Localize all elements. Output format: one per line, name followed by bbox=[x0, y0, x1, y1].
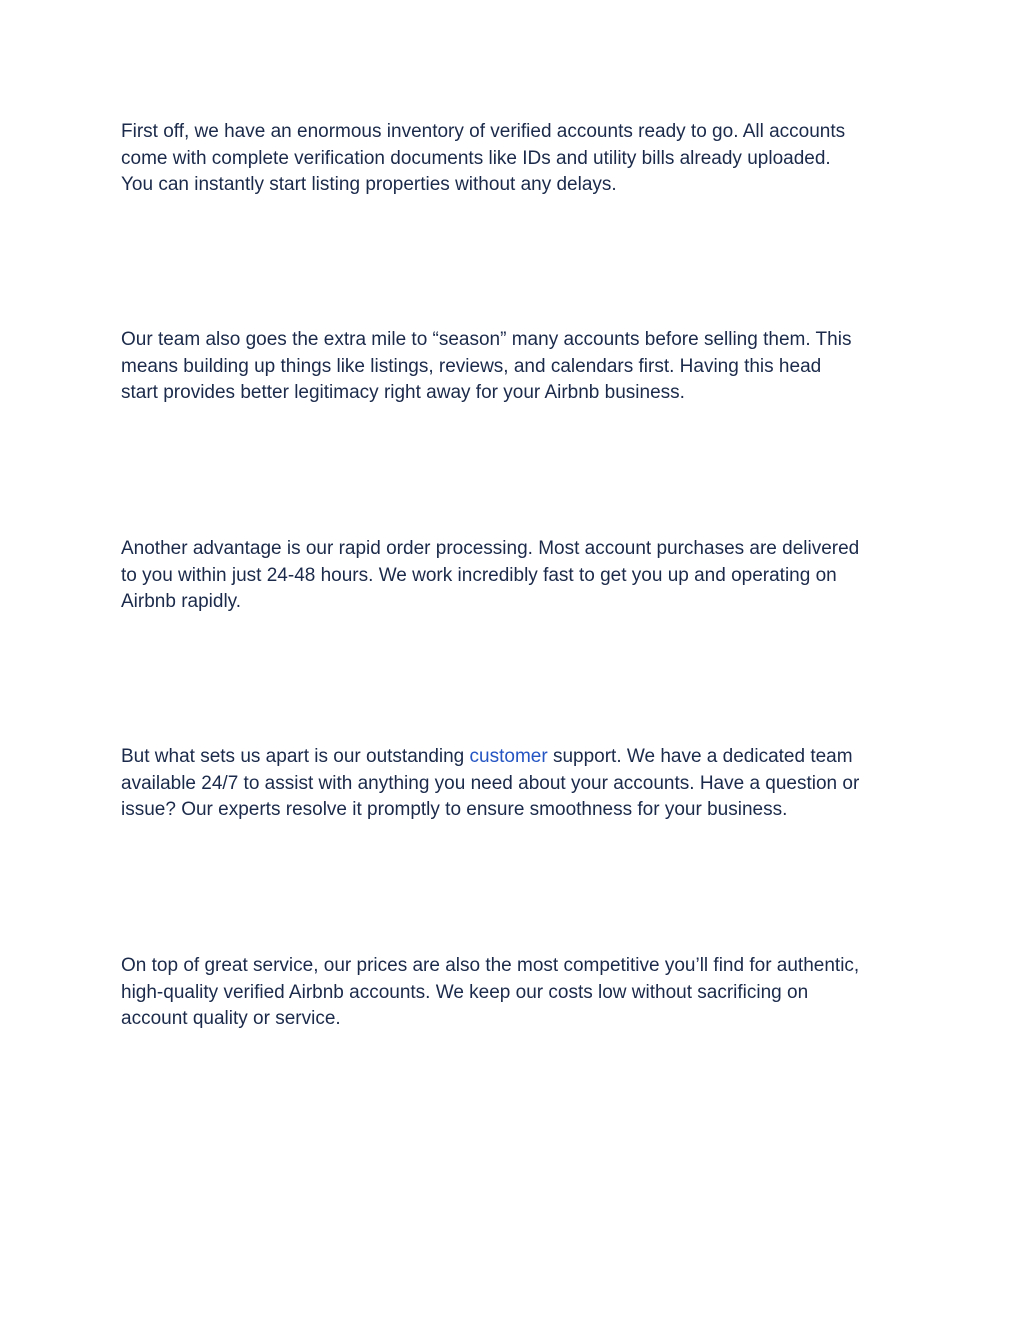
text-line: to you within just 24-48 hours. We work incredibly fast to get you up and operating on bbox=[121, 564, 837, 586]
text-line: come with complete verification documents like IDs and utility bills already uploaded. bbox=[121, 147, 831, 169]
text-line: You can instantly start listing properties without any delays. bbox=[121, 174, 617, 195]
paragraph-seasoning bbox=[121, 327, 921, 407]
paragraph-processing bbox=[121, 536, 921, 616]
text-line: start provides better legitimacy right away for your Airbnb business. bbox=[121, 382, 685, 403]
text-segment: support. We have a dedicated team bbox=[547, 746, 853, 767]
text-line: Our team also goes the extra mile to “season” many accounts before selling them. This bbox=[121, 329, 852, 350]
text-line: high-quality verified Airbnb accounts. We keep our costs low without sacrificing on bbox=[121, 981, 809, 1003]
text-line: Another advantage is our rapid order processing. Most account purchases are delivered bbox=[121, 538, 860, 559]
customer-link[interactable]: customer bbox=[469, 746, 548, 767]
paragraph-inventory bbox=[121, 119, 921, 199]
text-line: account quality or service. bbox=[121, 1008, 341, 1029]
paragraph-support bbox=[121, 744, 921, 824]
text-line: First off, we have an enormous inventory of verified accounts ready to go. All accounts bbox=[121, 121, 846, 142]
text-line: available 24/7 to assist with anything you need about your accounts. Have a question or bbox=[121, 772, 860, 794]
text-segment: But what sets us apart is our outstanding bbox=[121, 746, 470, 767]
text-line: On top of great service, our prices are also the most competitive you’ll find for authentic, bbox=[121, 955, 860, 976]
text-line bbox=[121, 744, 921, 771]
paragraph-pricing bbox=[121, 953, 921, 1033]
text-line: issue? Our experts resolve it promptly to ensure smoothness for your business. bbox=[121, 799, 788, 820]
text-line: Airbnb rapidly. bbox=[121, 591, 242, 612]
text-line: means building up things like listings, reviews, and calendars first. Having this head bbox=[121, 355, 822, 377]
